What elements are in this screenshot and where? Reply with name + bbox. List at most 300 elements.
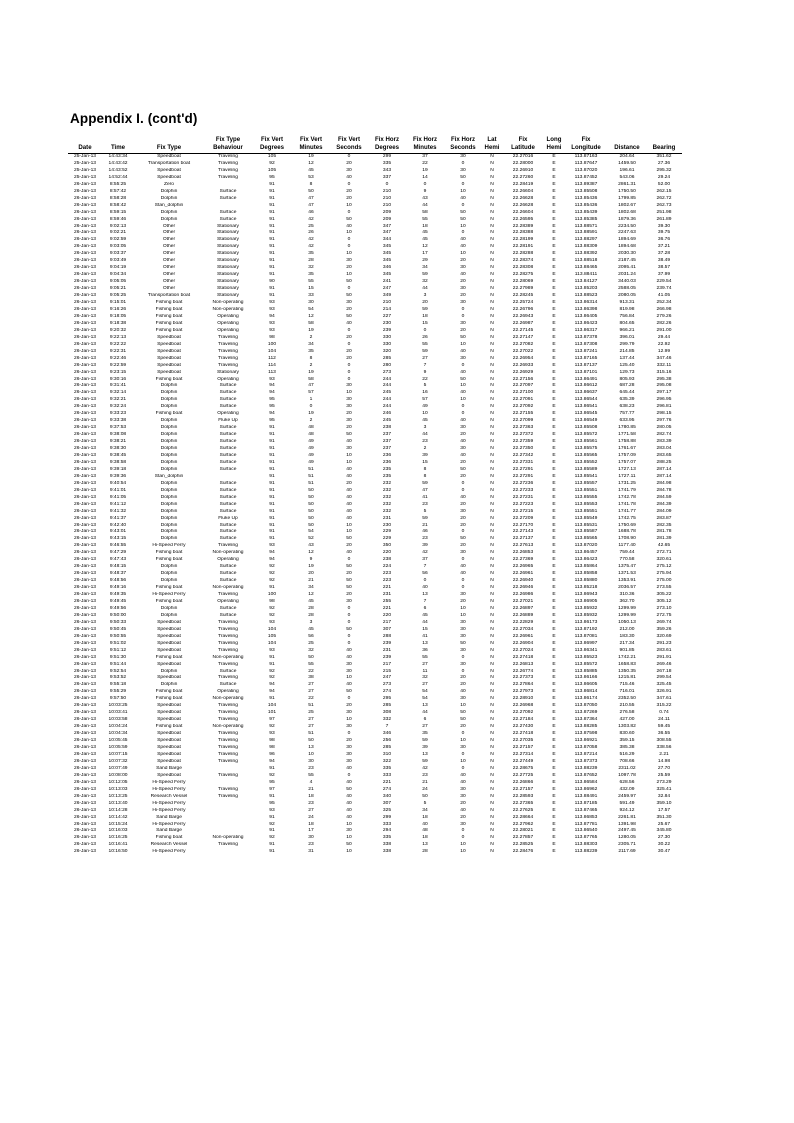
table-cell: Speedboat — [157, 675, 181, 681]
table-cell: 30 — [346, 418, 352, 424]
table-cell: 9:33:23 — [109, 411, 127, 417]
table-cell: 9:48:15 — [109, 564, 127, 570]
table-cell: 22.27314 — [512, 751, 534, 757]
table-cell: Traveling — [218, 348, 238, 354]
table-cell: 628.56 — [619, 779, 635, 785]
table-cell: 29.24 — [657, 174, 671, 180]
table-row — [68, 842, 682, 849]
table-cell: 0 — [347, 605, 351, 611]
table-cell: 22.27099 — [512, 418, 534, 424]
table-cell: 22.28000 — [512, 160, 534, 166]
table-cell: 2.21 — [659, 751, 669, 757]
table-cell: Traveling — [218, 334, 238, 340]
table-cell: 22.27137 — [512, 536, 534, 542]
table-row — [68, 550, 682, 557]
table-cell: E — [552, 230, 556, 236]
table-cell: E — [552, 731, 556, 737]
table-cell: 113.85549 — [574, 515, 598, 521]
table-cell: 50 — [460, 710, 466, 716]
table-cell: 27 — [308, 682, 314, 688]
table-cell: 26-Jan-13 — [73, 557, 97, 563]
table-cell: 51 — [308, 703, 314, 709]
column-header-top — [68, 136, 102, 144]
table-cell: 24 — [308, 814, 314, 820]
table-cell: 113.86166 — [574, 675, 598, 681]
table-cell: 20 — [460, 675, 466, 681]
table-cell: 9:05:05 — [109, 279, 127, 285]
table-cell: 9:39:36 — [109, 473, 127, 479]
table-cell: 819.98 — [619, 306, 635, 312]
table-cell: 30.47 — [657, 849, 671, 855]
table-cell: 22.27449 — [512, 758, 534, 764]
table-cell: Other — [162, 265, 176, 271]
table-cell: 113.87465 — [574, 807, 598, 813]
table-cell: 137.44 — [619, 355, 635, 361]
table-cell: 345.80 — [656, 828, 672, 834]
table-cell: 20 — [346, 355, 352, 361]
table-cell: 93 — [269, 731, 275, 737]
table-cell: 113.85587 — [574, 529, 598, 535]
table-cell: 40 — [346, 793, 352, 799]
column-header: Longitude — [564, 144, 608, 154]
table-cell: 95 — [269, 397, 275, 403]
table-cell: 93 — [269, 619, 275, 625]
table-cell: N — [490, 188, 494, 194]
table-cell: 26-Jan-13 — [73, 807, 97, 813]
table-row — [68, 488, 682, 495]
table-cell: N — [490, 758, 494, 764]
table-cell: 50 — [346, 786, 352, 792]
table-cell: 210 — [382, 195, 392, 201]
table-cell: 20 — [346, 411, 352, 417]
table-cell: 223 — [382, 578, 392, 584]
table-cell: 50 — [460, 717, 466, 723]
table-cell: 20 — [460, 459, 466, 465]
table-cell: N — [490, 522, 494, 528]
table-cell: 55 — [308, 661, 314, 667]
table-cell: E — [552, 404, 556, 410]
table-cell: E — [552, 689, 556, 695]
table-cell: 335 — [382, 765, 392, 771]
table-cell: 21 — [422, 779, 428, 785]
table-cell: 22.28288 — [512, 251, 534, 257]
table-cell: Dolphin — [160, 397, 178, 403]
table-cell: 30 — [346, 258, 352, 264]
table-cell: 40 — [346, 807, 352, 813]
table-cell: 276.58 — [619, 710, 635, 716]
table-cell: 229 — [382, 529, 392, 535]
table-cell: 113.87185 — [574, 800, 598, 806]
table-cell: 8 — [423, 473, 427, 479]
table-cell: 30 — [460, 633, 466, 639]
table-cell: 0 — [347, 772, 351, 778]
table-cell: 26-Jan-13 — [73, 452, 97, 458]
table-cell: N — [490, 828, 494, 834]
table-cell: 22.25724 — [512, 300, 534, 306]
table-cell: 10:14:28 — [108, 807, 128, 813]
table-cell: 94 — [269, 390, 275, 396]
table-cell: 113.86921 — [574, 738, 598, 744]
table-cell: 1459.50 — [618, 160, 636, 166]
table-cell: 20 — [460, 599, 466, 604]
table-cell: 26-Jan-13 — [73, 515, 97, 521]
table-cell: 1375.47 — [618, 564, 636, 570]
table-cell: 10 — [460, 383, 466, 389]
table-cell: Fishing boat — [155, 320, 183, 326]
table-row — [68, 425, 682, 432]
table-cell: 9:51:02 — [109, 640, 127, 646]
table-cell: N — [490, 181, 494, 187]
table-cell: 113.87652 — [574, 772, 598, 778]
table-cell: 30 — [460, 154, 466, 159]
table-row — [68, 835, 682, 842]
column-header: Time — [102, 144, 134, 154]
table-cell: 298.15 — [656, 411, 672, 417]
table-cell: 104 — [267, 348, 277, 354]
table-cell: Stationary — [216, 223, 240, 229]
table-cell: 1050.13 — [618, 619, 636, 625]
table-cell: E — [552, 369, 556, 375]
table-cell: Speedboat — [157, 355, 181, 361]
table-cell: 9:16:26 — [109, 306, 127, 312]
table-cell: 113.89387 — [574, 181, 598, 187]
table-row — [68, 363, 682, 370]
table-cell: Stationary — [216, 369, 240, 375]
table-cell: N — [490, 355, 494, 361]
table-cell: 220 — [382, 612, 392, 618]
table-cell: E — [552, 411, 556, 417]
table-cell: N — [490, 272, 494, 278]
table-cell: 26-Jan-13 — [73, 605, 97, 611]
table-cell: 26-Jan-13 — [73, 223, 97, 229]
table-cell: E — [552, 828, 556, 834]
table-cell: 241 — [382, 279, 392, 285]
table-cell: 0 — [461, 181, 465, 187]
table-cell: 0 — [347, 327, 351, 333]
table-cell: 18 — [422, 835, 428, 841]
column-header-top — [608, 136, 646, 144]
table-cell: 40 — [346, 494, 352, 500]
table-cell: 22.27184 — [512, 717, 534, 723]
table-cell: 40 — [460, 452, 466, 458]
table-cell: N — [490, 411, 494, 417]
table-cell: 10 — [422, 411, 428, 417]
table-row — [68, 669, 682, 676]
table-cell: 113.86341 — [574, 647, 598, 653]
table-cell: 20 — [460, 814, 466, 820]
table-cell: Stationary — [216, 230, 240, 236]
table-cell: Dolphin — [160, 390, 178, 396]
table-cell: E — [552, 487, 556, 493]
table-cell: 113.87598 — [574, 731, 598, 737]
table-cell: Traveling — [218, 745, 238, 751]
table-cell: 338.56 — [656, 745, 672, 751]
table-cell: 22.27024 — [512, 647, 534, 653]
table-cell: Hi-Speed Ferry — [152, 800, 186, 806]
table-cell: Traveling — [218, 786, 238, 792]
table-cell — [204, 828, 252, 835]
table-cell: 9:39:18 — [109, 466, 127, 472]
table-cell: 305.22 — [656, 592, 672, 598]
table-cell: 91 — [269, 661, 275, 667]
table-cell: 21 — [308, 578, 314, 584]
table-cell: 50 — [308, 654, 314, 660]
table-cell: 30 — [346, 404, 352, 410]
table-cell: N — [490, 703, 494, 709]
table-cell: 26-Jan-13 — [73, 821, 97, 827]
table-cell: Traveling — [218, 174, 238, 180]
table-cell: 10 — [346, 717, 352, 723]
table-row — [68, 710, 682, 717]
table-cell: 272.75 — [656, 612, 672, 618]
table-cell: N — [490, 362, 494, 368]
table-row — [68, 453, 682, 460]
table-cell: 113.85523 — [574, 654, 598, 660]
table-cell — [204, 182, 252, 189]
column-header-top — [134, 136, 204, 144]
table-cell: 113.85531 — [574, 522, 598, 528]
table-cell: E — [552, 515, 556, 521]
table-cell: 0 — [461, 487, 465, 493]
table-cell: 30 — [460, 300, 466, 306]
table-cell: 26-Jan-13 — [73, 828, 97, 834]
table-cell: Dolphin — [160, 668, 178, 674]
table-cell: 20 — [460, 432, 466, 438]
table-cell: 32 — [422, 675, 428, 681]
table-cell: 113.86549 — [574, 418, 598, 424]
table-cell: 22.27100 — [512, 390, 534, 396]
table-cell: 39 — [422, 452, 428, 458]
table-cell: 26-Jan-13 — [73, 279, 97, 285]
table-cell: 1708.90 — [618, 536, 636, 542]
table-cell: N — [490, 835, 494, 841]
table-cell: 0 — [461, 751, 465, 757]
table-cell: E — [552, 703, 556, 709]
table-cell: 20 — [346, 188, 352, 194]
table-cell: N — [490, 585, 494, 591]
table-cell: 9:38:08 — [109, 432, 127, 438]
table-cell: Speedboat — [157, 174, 181, 180]
table-cell: 113.86457 — [574, 550, 598, 556]
table-cell: 51 — [308, 480, 314, 486]
table-cell: 7 — [423, 599, 427, 604]
table-row — [68, 787, 682, 794]
table-cell: 9:47:29 — [109, 550, 127, 556]
table-cell: N — [490, 529, 494, 535]
table-cell: 22.28021 — [512, 828, 534, 834]
table-cell: Surface — [219, 682, 237, 688]
table-row — [68, 759, 682, 766]
table-cell: 30 — [346, 167, 352, 173]
table-cell: 50 — [308, 515, 314, 521]
table-cell: 0 — [461, 828, 465, 834]
table-cell: 5 — [423, 800, 427, 806]
table-cell: 0 — [347, 244, 351, 250]
table-cell: N — [490, 466, 494, 472]
table-cell: 273 — [382, 682, 392, 688]
table-cell: 26-Jan-13 — [73, 188, 97, 194]
table-cell: Dolphin — [160, 501, 178, 507]
table-cell: Traveling — [218, 355, 238, 361]
table-cell — [204, 815, 252, 822]
table-cell: E — [552, 578, 556, 584]
table-cell: 10 — [346, 849, 352, 855]
table-cell: 9:22:31 — [109, 348, 127, 354]
table-cell: 26-Jan-13 — [73, 578, 97, 584]
table-cell: 12 — [308, 550, 314, 556]
table-cell: 22.27157 — [512, 786, 534, 792]
table-cell: 9:48:37 — [109, 571, 127, 577]
table-cell: 1757.09 — [618, 452, 636, 458]
table-cell: Fishing boat — [155, 585, 183, 591]
table-cell: 22.27022 — [512, 348, 534, 354]
table-cell: 13 — [422, 640, 428, 646]
table-cell: 332.11 — [656, 362, 672, 368]
table-cell: N — [490, 731, 494, 737]
table-cell: 10:13:40 — [108, 800, 128, 806]
table-cell: 26-Jan-13 — [73, 286, 97, 292]
table-cell: 26-Jan-13 — [73, 543, 97, 549]
table-cell: E — [552, 765, 556, 771]
table-cell: 113.85203 — [574, 286, 598, 292]
table-cell: 30 — [460, 508, 466, 514]
table-cell: 26-Jan-13 — [73, 404, 97, 410]
table-cell: 22.27291 — [512, 473, 534, 479]
table-cell: 113.85552 — [574, 459, 598, 465]
table-cell: 40 — [346, 320, 352, 326]
table-cell: 1353.91 — [618, 578, 636, 584]
table-cell: 30 — [460, 446, 466, 452]
table-cell: 113.86612 — [574, 383, 598, 389]
table-cell: 350 — [382, 543, 392, 549]
table-row — [68, 675, 682, 682]
table-cell: 44 — [422, 432, 428, 438]
table-cell: Surface — [219, 425, 237, 431]
table-cell: N — [490, 501, 494, 507]
table-cell: 22.28308 — [512, 265, 534, 271]
table-cell: 20 — [308, 571, 314, 577]
table-cell: Other — [162, 237, 176, 243]
table-row — [68, 432, 682, 439]
table-cell: Sand Barge — [156, 828, 182, 834]
table-cell: N — [490, 557, 494, 563]
table-cell: 92 — [269, 564, 275, 570]
table-cell: N — [490, 564, 494, 570]
table-cell: 113.85436 — [574, 202, 598, 208]
table-cell: 17 — [308, 828, 314, 834]
table-cell: 9 — [423, 188, 427, 194]
table-cell: 22.26628 — [512, 195, 534, 201]
table-cell: 10 — [346, 821, 352, 827]
table-cell: N — [490, 633, 494, 639]
table-cell: 26-Jan-13 — [73, 202, 97, 208]
table-cell: 0.74 — [659, 710, 669, 716]
table-cell: 0 — [347, 731, 351, 737]
table-cell: 113.86423 — [574, 557, 598, 563]
table-cell: N — [490, 550, 494, 556]
table-row — [68, 175, 682, 182]
table-cell: 10 — [460, 758, 466, 764]
table-cell: 26-Jan-13 — [73, 696, 97, 702]
table-cell: Traveling — [218, 362, 238, 368]
table-cell: 50 — [460, 536, 466, 542]
table-row — [68, 509, 682, 516]
table-cell: Speedboat — [157, 334, 181, 340]
table-cell: 34 — [308, 341, 314, 347]
table-cell: Operating — [217, 557, 239, 563]
table-cell: 40 — [460, 564, 466, 570]
table-row — [68, 585, 682, 592]
table-cell: 92 — [269, 578, 275, 584]
table-cell: 95 — [269, 418, 275, 424]
table-cell: 22.26961 — [512, 571, 534, 577]
table-cell: 345 — [382, 251, 392, 257]
table-cell: 22.26968 — [512, 703, 534, 709]
table-cell: N — [490, 418, 494, 424]
table-cell: 22.26961 — [512, 633, 534, 639]
table-cell: 48 — [422, 828, 428, 834]
table-cell: 15 — [422, 626, 428, 632]
table-cell: 30 — [346, 599, 352, 604]
table-cell: Fishing boat — [155, 835, 183, 841]
table-cell: 210 — [382, 300, 392, 306]
table-cell: Fishing boat — [155, 557, 183, 563]
table-cell: 1761.67 — [618, 446, 636, 452]
table-cell: Surface — [219, 446, 237, 452]
table-cell: 59 — [422, 348, 428, 354]
table-cell: Operating — [217, 327, 239, 333]
table-cell: 9:52:54 — [109, 668, 127, 674]
table-cell: N — [490, 682, 494, 688]
table-cell: 26-Jan-13 — [73, 626, 97, 632]
table-cell: 30 — [346, 751, 352, 757]
table-cell: Non-operating — [212, 550, 244, 556]
table-cell: N — [490, 640, 494, 646]
table-cell: 22.27989 — [512, 286, 534, 292]
table-cell: 91 — [269, 244, 275, 250]
table-cell: 27 — [308, 724, 314, 730]
table-cell: 21 — [308, 786, 314, 792]
table-cell: 30 — [346, 724, 352, 730]
table-cell: Traveling — [218, 633, 238, 639]
table-cell: E — [552, 202, 556, 208]
table-cell: 113.87781 — [574, 821, 598, 827]
table-cell: 196.61 — [619, 167, 635, 173]
table-cell: N — [490, 313, 494, 319]
column-header-top: Fix Vert — [260, 136, 283, 143]
table-cell: 22.28374 — [512, 258, 534, 264]
table-cell: 113.88411 — [574, 272, 598, 278]
table-cell: 91 — [269, 293, 275, 299]
table-cell: 50 — [346, 578, 352, 584]
table-cell: 40 — [460, 439, 466, 445]
table-cell: 26-Jan-13 — [73, 647, 97, 653]
table-row — [68, 516, 682, 523]
table-cell: 105 — [267, 154, 277, 159]
table-cell: 113.85561 — [574, 439, 598, 445]
table-cell: 10 — [460, 703, 466, 709]
table-cell: 113.85385 — [574, 216, 598, 222]
table-row — [68, 620, 682, 627]
table-cell: 9:30:16 — [109, 376, 127, 382]
table-cell: 0 — [461, 654, 465, 660]
table-cell: 25.59 — [657, 772, 671, 778]
table-cell: 1299.99 — [618, 612, 636, 618]
table-cell — [204, 849, 252, 856]
table-cell: N — [490, 626, 494, 632]
table-cell: 25-Jan-13 — [73, 167, 97, 173]
table-cell: N — [490, 432, 494, 438]
